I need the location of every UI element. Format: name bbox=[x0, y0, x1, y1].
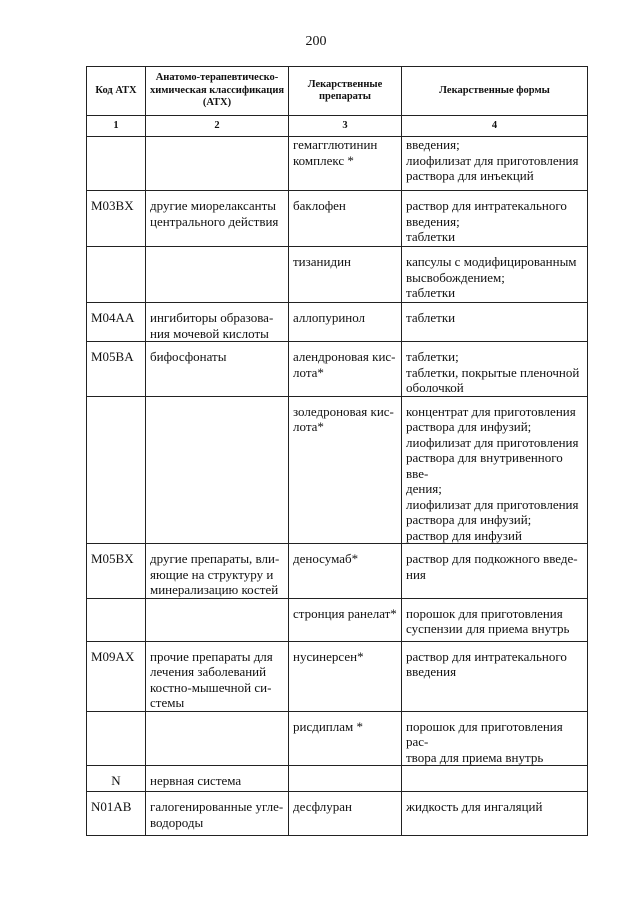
atc-code-cell bbox=[87, 766, 146, 792]
table-row bbox=[87, 711, 588, 766]
dosage-forms-line: порошок для приготовления рас- bbox=[406, 718, 563, 749]
dosage-forms-line: лиофилизат для приготовления bbox=[406, 496, 579, 512]
dosage-forms-line: таблетки; bbox=[406, 349, 459, 364]
page-number: 200 bbox=[305, 34, 327, 49]
preparation-cell bbox=[289, 247, 402, 303]
preparation-cell bbox=[289, 191, 402, 247]
column-number: 2 bbox=[146, 116, 289, 137]
dosage-forms-cell bbox=[402, 137, 588, 191]
preparation-line: золедроновая кис- bbox=[293, 403, 394, 419]
classification-line: водороды bbox=[150, 814, 204, 830]
atc-code: N bbox=[111, 773, 121, 788]
atc-code-cell bbox=[87, 641, 146, 711]
table-row bbox=[87, 544, 588, 599]
dosage-forms-cell bbox=[402, 303, 588, 342]
dosage-forms-line: раствора для инъекций bbox=[406, 168, 534, 183]
table-row bbox=[87, 137, 588, 191]
atc-drug-table bbox=[86, 66, 588, 836]
classification-cell bbox=[146, 303, 289, 342]
dosage-forms-line: раствор для интратекального bbox=[406, 648, 567, 664]
atc-code: N01AB bbox=[91, 799, 132, 814]
header-forms: Лекарственные формы bbox=[402, 67, 588, 116]
dosage-forms-cell bbox=[402, 711, 588, 766]
preparation-cell bbox=[289, 641, 402, 711]
column-number: 4 bbox=[402, 116, 588, 137]
preparation-line: десфлуран bbox=[293, 799, 352, 814]
dosage-forms-line: таблетки bbox=[406, 285, 456, 300]
dosage-forms-cell bbox=[402, 396, 588, 544]
table-header-row bbox=[87, 67, 588, 116]
dosage-forms-cell bbox=[402, 598, 588, 641]
dosage-forms-cell bbox=[402, 544, 588, 599]
table-body bbox=[87, 137, 588, 836]
dosage-forms-line: ния bbox=[406, 566, 426, 582]
column-number-row bbox=[87, 116, 588, 137]
preparation-line: стронция ранелат* bbox=[293, 605, 397, 621]
preparation-cell bbox=[289, 342, 402, 397]
dosage-forms-cell bbox=[402, 792, 588, 836]
atc-code-cell bbox=[87, 137, 146, 191]
preparation-line: деносумаб* bbox=[293, 551, 359, 566]
table-row bbox=[87, 191, 588, 247]
atc-code: M04AA bbox=[91, 310, 135, 325]
preparation-cell bbox=[289, 396, 402, 544]
table-row bbox=[87, 792, 588, 836]
classification-cell bbox=[146, 766, 289, 792]
preparation-line: баклофен bbox=[293, 198, 346, 213]
dosage-forms-line: раствор для интратекального bbox=[406, 198, 567, 213]
classification-cell bbox=[146, 137, 289, 191]
atc-code: M05BA bbox=[91, 349, 134, 364]
dosage-forms-line: лиофилизат для приготовления bbox=[406, 434, 579, 450]
atc-code-cell bbox=[87, 303, 146, 342]
classification-line: центрального действия bbox=[150, 213, 279, 229]
classification-line: прочие препараты для bbox=[150, 648, 273, 664]
header-classification: Анатомо-терапевтическо-химическая классификация (АТХ) bbox=[146, 67, 289, 116]
atc-code-cell bbox=[87, 711, 146, 766]
atc-code-cell bbox=[87, 544, 146, 599]
table-row bbox=[87, 396, 588, 544]
dosage-forms-line: оболочкой bbox=[406, 380, 464, 395]
column-number: 3 bbox=[289, 116, 402, 137]
dosage-forms-line: введения; bbox=[406, 137, 460, 152]
dosage-forms-line: таблетки bbox=[406, 310, 456, 325]
atc-code-cell bbox=[87, 342, 146, 397]
classification-line: ингибиторы образова- bbox=[150, 310, 274, 325]
dosage-forms-cell bbox=[402, 247, 588, 303]
dosage-forms-line: раствор для подкожного введе- bbox=[406, 551, 578, 566]
classification-cell bbox=[146, 247, 289, 303]
atc-code: M05BX bbox=[91, 551, 134, 566]
atc-code-cell bbox=[87, 247, 146, 303]
classification-line: лечения заболеваний bbox=[150, 664, 267, 679]
atc-code-cell bbox=[87, 598, 146, 641]
preparation-cell bbox=[289, 303, 402, 342]
dosage-forms-line: концентрат для приготовления bbox=[406, 403, 576, 419]
classification-cell bbox=[146, 598, 289, 641]
preparation-line: алендроновая кис- bbox=[293, 349, 396, 364]
table-row bbox=[87, 766, 588, 792]
table-row bbox=[87, 598, 588, 641]
dosage-forms-line: введения; bbox=[406, 213, 460, 229]
dosage-forms-line: таблетки bbox=[406, 229, 456, 244]
dosage-forms-line: твора для приема внутрь bbox=[406, 749, 544, 765]
table-row bbox=[87, 641, 588, 711]
preparation-cell bbox=[289, 598, 402, 641]
dosage-forms-line: дения; bbox=[406, 481, 442, 496]
dosage-forms-cell bbox=[402, 342, 588, 397]
preparation-cell bbox=[289, 544, 402, 599]
table-row bbox=[87, 342, 588, 397]
classification-line: другие препараты, вли- bbox=[150, 551, 280, 566]
table-row bbox=[87, 303, 588, 342]
preparation-cell bbox=[289, 137, 402, 191]
classification-cell bbox=[146, 544, 289, 599]
atc-code-cell bbox=[87, 191, 146, 247]
preparation-line: комплекс * bbox=[293, 152, 354, 168]
dosage-forms-line: раствора для инфузий; bbox=[406, 419, 532, 434]
atc-code: M03BX bbox=[91, 198, 134, 213]
classification-cell bbox=[146, 342, 289, 397]
preparation-line: лота* bbox=[293, 419, 324, 434]
column-number: 1 bbox=[87, 116, 146, 137]
preparation-line: нусинерсен* bbox=[293, 648, 364, 664]
dosage-forms-line: лиофилизат для приготовления bbox=[406, 152, 579, 168]
preparation-cell bbox=[289, 766, 402, 792]
classification-cell bbox=[146, 396, 289, 544]
dosage-forms-line: жидкость для ингаляций bbox=[406, 799, 543, 814]
dosage-forms-line: раствор для инфузий bbox=[406, 527, 522, 543]
classification-line: другие миорелаксанты bbox=[150, 198, 277, 213]
classification-cell bbox=[146, 711, 289, 766]
classification-line: галогенированные угле- bbox=[150, 799, 284, 814]
dosage-forms-line: раствора для инфузий; bbox=[406, 512, 532, 527]
header-code: Код АТХ bbox=[87, 67, 146, 116]
classification-cell bbox=[146, 191, 289, 247]
classification-line: стемы bbox=[150, 695, 185, 710]
classification-line: нервная система bbox=[150, 773, 242, 788]
dosage-forms-line: введения bbox=[406, 664, 457, 679]
dosage-forms-line: порошок для приготовления bbox=[406, 605, 563, 621]
dosage-forms-line: таблетки, покрытые пленочной bbox=[406, 364, 580, 380]
preparation-line: аллопуринол bbox=[293, 310, 366, 325]
atc-code: M09AX bbox=[91, 648, 135, 664]
dosage-forms-cell bbox=[402, 191, 588, 247]
classification-line: бифосфонаты bbox=[150, 349, 227, 364]
preparation-line: рисдиплам * bbox=[293, 718, 363, 734]
dosage-forms-cell bbox=[402, 641, 588, 711]
classification-line: костно-мышечной си- bbox=[150, 679, 272, 695]
dosage-forms-cell bbox=[402, 766, 588, 792]
dosage-forms-line: высвобождением; bbox=[406, 269, 505, 285]
atc-code-cell bbox=[87, 792, 146, 836]
preparation-line: гемагглютинин bbox=[293, 137, 378, 152]
classification-line: ния мочевой кислоты bbox=[150, 325, 269, 341]
table-row bbox=[87, 247, 588, 303]
dosage-forms-line: капсулы с модифицированным bbox=[406, 254, 577, 269]
classification-line: яющие на структуру и bbox=[150, 566, 274, 582]
preparation-cell bbox=[289, 711, 402, 766]
dosage-forms-line: раствора для внутривенного вве- bbox=[406, 450, 563, 481]
dosage-forms-line: суспензии для приема внутрь bbox=[406, 621, 570, 636]
classification-line: минерализацию костей bbox=[150, 582, 279, 597]
atc-code-cell bbox=[87, 396, 146, 544]
header-preparations: Лекарственные препараты bbox=[289, 67, 402, 116]
preparation-cell bbox=[289, 792, 402, 836]
preparation-line: лота* bbox=[293, 364, 324, 380]
classification-cell bbox=[146, 641, 289, 711]
preparation-line: тизанидин bbox=[293, 254, 351, 269]
classification-cell bbox=[146, 792, 289, 836]
